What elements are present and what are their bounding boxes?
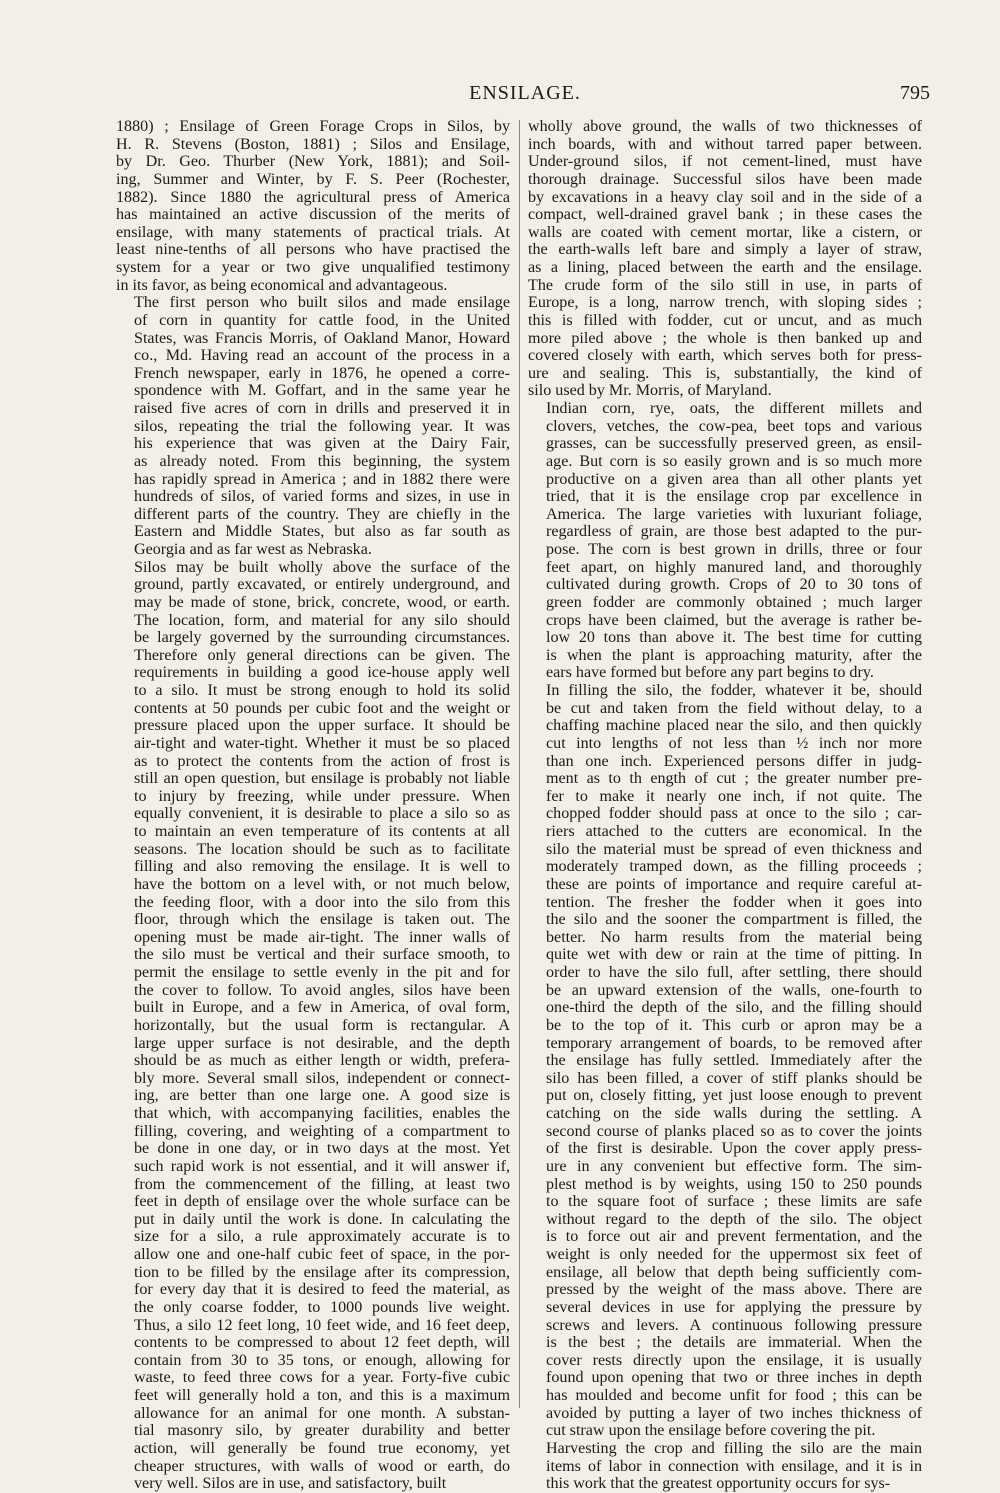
paragraph xyxy=(116,559,510,1493)
text-line: opening must be made air-tight. The inner walls of xyxy=(134,928,510,946)
text-line: the feeding floor, with a door into the silo from this xyxy=(134,893,510,911)
text-line: raised five acres of corn in drills and preserved it in xyxy=(134,400,510,417)
text-line: better. No harm results from the material being xyxy=(546,928,922,946)
text-line: for every day that it is desired to feed the material, as xyxy=(134,1281,510,1299)
text-line: built in Europe, and a few in America, of oval form, xyxy=(134,999,510,1017)
text-line: requirements in building a good ice-house apply well xyxy=(134,664,510,682)
text-line: by excavations in a heavy clay soil and in the side of a xyxy=(528,188,922,206)
text-line: items of labor in connection with ensilage, and it is in xyxy=(546,1457,922,1475)
text-line: low 20 tons than above it. The best time for cutting xyxy=(546,629,922,647)
text-line: contents at 50 pounds per cubic foot and the weight or xyxy=(134,699,510,717)
text-line: Under-ground silos, if not cement-lined, must have xyxy=(528,153,922,171)
text-line: catching on the side walls during the settling. A xyxy=(546,1105,922,1122)
text-line: seasons. The location should be such as to facilitate xyxy=(134,840,510,858)
text-line: these are points of importance and require careful at- xyxy=(546,875,922,893)
text-line: clovers, vetches, the cow-pea, beet tops and various xyxy=(546,417,922,435)
text-line: cut straw upon the ensilage before covering the pit. xyxy=(546,1422,876,1440)
text-line: waste, to feed three cows for a year. Forty-five cubic xyxy=(134,1369,510,1387)
text-line: ing, are better than one large one. A good size is xyxy=(134,1087,510,1105)
paragraph xyxy=(116,294,510,558)
text-line: plest method is by weights, using 150 to 250 pounds xyxy=(546,1175,922,1193)
text-line: still an open question, but ensilage is probably not liable xyxy=(134,770,510,788)
text-line: tention. The fresher the fodder when it goes into xyxy=(546,893,922,911)
text-line: horizontally, but the usual form is rectangular. A xyxy=(134,1016,510,1034)
text-line: inch boards, with and without tarred paper between. xyxy=(528,135,922,153)
paragraph xyxy=(528,1440,922,1493)
text-line: productive on a given area than all other plants yet xyxy=(546,470,922,488)
text-line: silo used by Mr. Morris, of Maryland. xyxy=(528,382,772,400)
text-line: pressed by the weight of the mass above. There are xyxy=(546,1281,922,1299)
text-line: to the square foot of surface ; these limits are safe xyxy=(546,1193,922,1211)
text-line: air-tight and water-tight. Whether it must be so placed xyxy=(134,734,510,752)
text-line: put on, closely fitting, yet just loose enough to prevent xyxy=(546,1087,922,1105)
text-line: different parts of the country. They are chiefly in the xyxy=(134,505,510,523)
text-line: ensilage, all below that depth being sufficiently com- xyxy=(546,1263,922,1281)
text-line: wholly above ground, the walls of two thicknesses of xyxy=(528,118,922,135)
paragraph xyxy=(116,118,510,294)
text-line: system for a year or two give unqualified testimony xyxy=(116,259,510,276)
text-line: of corn in quantity for cattle food, in the United xyxy=(134,311,510,329)
text-line: ure and sealing. This is, substantially, the kind of xyxy=(528,364,922,382)
text-line: have the bottom on a level with, or not much below, xyxy=(134,875,510,893)
text-line: age. But corn is so easily grown and is so much more xyxy=(546,452,922,470)
left-column xyxy=(116,118,510,1493)
text-line: than one inch. Experienced persons differ in judg- xyxy=(546,752,922,770)
text-line: Silos may be built wholly above the surface of the xyxy=(134,558,510,576)
text-line: tried, that it is the ensilage crop par excellence in xyxy=(546,488,922,506)
text-line: walls are coated with cement mortar, like a cistern, or xyxy=(528,223,922,241)
text-line: that which, with accompanying facilities, enables the xyxy=(134,1105,510,1122)
text-line: Indian corn, rye, oats, the different millets and xyxy=(546,400,922,417)
running-head: ENSILAGE. xyxy=(469,82,581,104)
text-line: several devices in use for applying the pressure by xyxy=(546,1298,922,1316)
text-line: to a silo. It must be strong enough to hold its solid xyxy=(134,682,510,699)
text-line: tial masonry silo, by greater durability and better xyxy=(134,1422,510,1440)
text-line: found upon opening that two or three inches in depth xyxy=(546,1369,922,1387)
text-line: quite wet with dew or rain at the time of pitting. In xyxy=(546,946,922,964)
text-line: contain from 30 to 35 tons, or enough, allowing for xyxy=(134,1351,510,1369)
text-line: put in daily until the work is done. In calculating the xyxy=(134,1210,510,1228)
text-line: has maintained an active discussion of the merits of xyxy=(116,206,510,224)
text-line: chopped fodder should pass at once to the silo ; car- xyxy=(546,805,922,823)
text-line: is the best ; the details are immaterial. When the xyxy=(546,1334,922,1352)
text-line: as a lining, placed between the earth and the ensilage. xyxy=(528,259,922,276)
text-line: H. R. Stevens (Boston, 1881) ; Silos and Ensilage, xyxy=(116,135,510,153)
text-line: his experience that was given at the Dairy Fair, xyxy=(134,435,510,453)
text-line: contents to be compressed to about 12 feet depth, will xyxy=(134,1334,510,1352)
text-line: co., Md. Having read an account of the process in a xyxy=(134,347,510,365)
page-header xyxy=(120,82,930,112)
text-line: spondence with M. Goffart, and in the same year he xyxy=(134,382,510,400)
text-line: be largely governed by the surrounding circumstances. xyxy=(134,629,510,647)
text-line: 1880) ; Ensilage of Green Forage Crops in Silos, by xyxy=(116,118,510,135)
text-line: America. The large varieties with luxuriant foliage, xyxy=(546,505,922,523)
paragraph xyxy=(528,682,922,1440)
text-line: fer to make it nearly one inch, if not quite. The xyxy=(546,787,922,805)
text-line: pressure placed upon the upper surface. It should be xyxy=(134,717,510,735)
text-line: this is filled with fodder, cut or uncut, and as much xyxy=(528,311,922,329)
text-line: temporary arrangement of boards, to be removed after xyxy=(546,1034,922,1052)
text-line: in its favor, as being economical and advantageous. xyxy=(116,276,448,294)
text-line: hundreds of silos, of varied forms and sizes, in use in xyxy=(134,488,510,506)
text-line: the silo and the sooner the compartment is filled, the xyxy=(546,911,922,929)
text-line: silos, repeating the trial the following year. It was xyxy=(134,417,510,435)
text-line: French newspaper, early in 1876, he opened a corre- xyxy=(134,364,510,382)
column-divider xyxy=(519,120,520,1408)
text-line: ensilage, with many statements of practical trials. At xyxy=(116,223,510,241)
text-line: crops have been claimed, but the average is rather be- xyxy=(546,611,922,629)
text-line: permit the ensilage to settle evenly in the pit and for xyxy=(134,964,510,981)
text-line: the earth-walls left bare and simply a layer of straw, xyxy=(528,241,922,259)
page-number: 795 xyxy=(900,82,930,104)
text-line: should be as much as either length or width, prefera- xyxy=(134,1052,510,1070)
text-line: Eastern and Middle States, but also as far south as xyxy=(134,523,510,541)
text-line: cheaper structures, with walls of wood or earth, do xyxy=(134,1457,510,1475)
text-line: least nine-tenths of all persons who have practised the xyxy=(116,241,510,259)
text-line: Europe, is a long, narrow trench, with sloping sides ; xyxy=(528,294,922,312)
text-line: very well. Silos are in use, and satisfactory, built xyxy=(134,1475,447,1493)
text-line: weight is only needed for the uppermost six feet of xyxy=(546,1246,922,1263)
text-line: by Dr. Geo. Thurber (New York, 1881); and Soil- xyxy=(116,153,510,171)
text-line: action, will generally be found true economy, yet xyxy=(134,1439,510,1457)
text-line: The crude form of the silo still in use, in parts of xyxy=(528,276,922,294)
text-line: size for a silo, a rule approximately accurate is to xyxy=(134,1228,510,1246)
text-line: The first person who built silos and made ensilage xyxy=(134,294,510,312)
text-line: second course of planks placed so as to cover the joints xyxy=(546,1122,922,1140)
text-line: screws and levers. A continuous following pressure xyxy=(546,1316,922,1334)
text-line: Therefore only general directions can be given. The xyxy=(134,646,510,664)
text-line: feet will generally hold a ton, and this is a maximum xyxy=(134,1387,510,1404)
text-line: feet apart, on highly manured land, and thoroughly xyxy=(546,558,922,576)
text-line: green fodder are commonly obtained ; much larger xyxy=(546,593,922,611)
text-line: from the commencement of the filling, at least two xyxy=(134,1175,510,1193)
right-column xyxy=(528,118,922,1493)
paragraph xyxy=(528,400,922,682)
text-line: to maintain an even temperature of its contents at all xyxy=(134,823,510,840)
text-line: moderately tramped down, as the filling proceeds ; xyxy=(546,858,922,876)
text-line: cut into lengths of not less than ½ inch nor more xyxy=(546,734,922,752)
text-line: Harvesting the crop and filling the silo are the main xyxy=(546,1439,922,1457)
text-line: compact, well-drained gravel bank ; in these cases the xyxy=(528,206,922,224)
text-line: without regard to the depth of the silo. The object xyxy=(546,1210,922,1228)
text-line: is when the plant is approaching maturity, after the xyxy=(546,646,922,664)
text-line: order to have the silo full, after settling, there should xyxy=(546,964,922,981)
text-line: the ensilage has fully settled. Immediately after the xyxy=(546,1052,922,1070)
text-line: more piled above ; the whole is then banked up and xyxy=(528,329,922,347)
text-line: cover rests directly upon the ensilage, it is usually xyxy=(546,1351,922,1369)
text-line: avoided by putting a layer of two inches thickness of xyxy=(546,1404,922,1422)
text-line: may be made of stone, brick, concrete, wood, or earth. xyxy=(134,593,510,611)
text-line: the only coarse fodder, to 1000 pounds live weight. xyxy=(134,1298,510,1316)
text-line: In filling the silo, the fodder, whatever it be, should xyxy=(546,682,922,699)
text-line: ground, partly excavated, or entirely underground, and xyxy=(134,576,510,594)
text-line: feet in depth of ensilage over the whole surface can be xyxy=(134,1193,510,1211)
text-line: large upper surface is not desirable, and the depth xyxy=(134,1034,510,1052)
text-line: tion to be filled by the ensilage after its compression, xyxy=(134,1263,510,1281)
text-line: allowance for an animal for one month. A substan- xyxy=(134,1404,510,1422)
text-line: ears have formed but before any part begins to dry. xyxy=(546,664,874,682)
text-line: ure in any convenient but effective form. The sim- xyxy=(546,1157,922,1175)
text-line: be done in one day, or in two days at the most. Yet xyxy=(134,1140,510,1158)
text-line: 1882). Since 1880 the agricultural press of America xyxy=(116,188,510,206)
text-line: covered closely with earth, which serves both for press- xyxy=(528,347,922,365)
text-line: to injury by freezing, while under pressure. When xyxy=(134,787,510,805)
text-line: Thus, a silo 12 feet long, 10 feet wide, and 16 feet deep, xyxy=(134,1316,510,1334)
text-line: cultivated during growth. Crops of 20 to 30 tons of xyxy=(546,576,922,594)
text-line: riers attached to the cutters are economical. In the xyxy=(546,823,922,840)
text-line: ing, Summer and Winter, by F. S. Peer (Rochester, xyxy=(116,170,510,188)
text-line: has rapidly spread in America ; and in 1882 there were xyxy=(134,470,510,488)
text-line: is to force out air and prevent fermentation, and the xyxy=(546,1228,922,1246)
text-line: thorough drainage. Successful silos have been made xyxy=(528,170,922,188)
text-line: bly more. Several small silos, independent or connect- xyxy=(134,1069,510,1087)
text-line: this work that the greatest opportunity occurs for sys- xyxy=(546,1475,891,1493)
text-line: allow one and one-half cubic feet of space, in the por- xyxy=(134,1246,510,1263)
text-line: Georgia and as far west as Nebraska. xyxy=(134,541,372,558)
text-line: as already noted. From this beginning, the system xyxy=(134,452,510,470)
text-line: as to protect the contents from the action of frost is xyxy=(134,752,510,770)
text-line: floor, through which the ensilage is taken out. The xyxy=(134,911,510,929)
text-line: one-third the depth of the silo, and the filling should xyxy=(546,999,922,1017)
text-line: ment as to th ength of cut ; the greater number pre- xyxy=(546,770,922,788)
text-line: be cut and taken from the field without delay, to a xyxy=(546,699,922,717)
text-line: chaffing machine placed near the silo, and then quickly xyxy=(546,717,922,735)
text-line: equally convenient, it is desirable to place a silo so as xyxy=(134,805,510,823)
text-line: the cover to follow. To avoid angles, silos have been xyxy=(134,981,510,999)
text-line: be an upward extension of the walls, one-fourth to xyxy=(546,981,922,999)
paragraph xyxy=(528,118,922,400)
text-line: be to the top of it. This curb or apron may be a xyxy=(546,1016,922,1034)
text-line: pose. The corn is best grown in drills, three or four xyxy=(546,541,922,558)
text-line: of the first is desirable. Upon the cover apply press- xyxy=(546,1140,922,1158)
text-line: filling and also removing the ensilage. It is well to xyxy=(134,858,510,876)
text-line: such rapid work is not essential, and it will answer if, xyxy=(134,1157,510,1175)
text-line: silo has been filled, a cover of stiff planks should be xyxy=(546,1069,922,1087)
text-line: regardless of grain, are those best adapted to the pur- xyxy=(546,523,922,541)
text-line: States, was Francis Morris, of Oakland Manor, Howard xyxy=(134,329,510,347)
text-line: silo the material must be spread of even thickness and xyxy=(546,840,922,858)
text-line: grasses, can be successfully preserved green, as ensil- xyxy=(546,435,922,453)
text-line: has moulded and become unfit for food ; this can be xyxy=(546,1387,922,1404)
text-line: The location, form, and material for any silo should xyxy=(134,611,510,629)
text-line: filling, covering, and weighting of a compartment to xyxy=(134,1122,510,1140)
text-line: the silo must be vertical and their surface smooth, to xyxy=(134,946,510,964)
